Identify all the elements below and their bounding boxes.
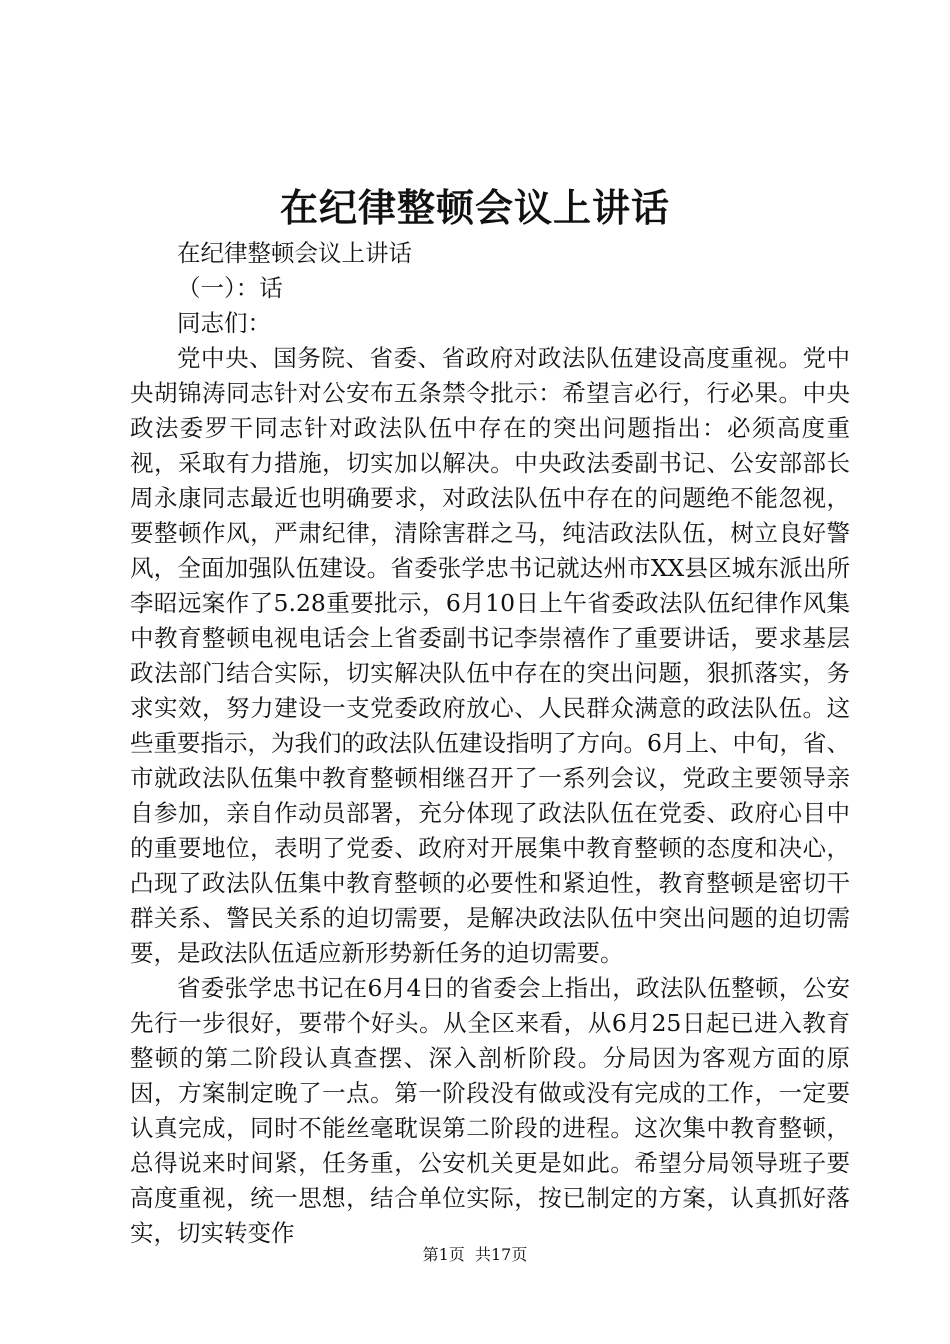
- document-subtitle: 在纪律整顿会议上讲话: [177, 239, 412, 267]
- body-paragraph-1: 党中央、国务院、省委、省政府对政法队伍建设高度重视。党中央胡锦涛同志针对公安布五条禁令批示：希望言必行，行必果。中央政法委罗干同志针对政法队伍中存在的突出问题指出：必须高度重视，采取有力措施，切实加以解决。中央政法委副书记、公安部部长周永康同志最近也明确要求，对政法队伍中存在的问题绝不能忽视，要整顿作风，严肃纪律，清除害群之马，纯洁政法队伍，树立良好警风，全面加强队伍建设。省委张学忠书记就达州市XX县区城东派出所李昭远案作了5.28重要批示，6月10日上午省委政法队伍纪律作风集中教育整顿电视电话会上省委副书记李崇禧作了重要讲话，要求基层政法部门结合实际，切实解决队伍中存在的突出问题，狠抓落实，务求实效，努力建设一支党委政府放心、人民群众满意的政法队伍。这些重要指示，为我们的政法队伍建设指明了方向。6月上、中旬，省、市就政法队伍集中教育整顿相继召开了一系列会议，党政主要领导亲自参加，亲自作动员部署，充分体现了政法队伍在党委、政府心目中的重要地位，表明了党委、政府对开展集中教育整顿的态度和决心，凸现了政法队伍集中教育整顿的必要性和紧迫性，教育整顿是密切干群关系、警民关系的迫切需要，是解决政法队伍中突出问题的迫切需要，是政法队伍适应新形势新任务的迫切需要。: [130, 344, 850, 967]
- page-footer: [0, 1243, 950, 1267]
- salutation: 同志们：: [177, 309, 271, 337]
- page-total: 共17页: [474, 1245, 528, 1264]
- page-number: 第1页: [422, 1245, 465, 1264]
- document-title: 在纪律整顿会议上讲话: [279, 185, 670, 230]
- document-body: [130, 236, 850, 1251]
- body-paragraph-2: 省委张学忠书记在6月4日的省委会上指出，政法队伍整顿，公安先行一步很好，要带个好头。从全区来看，从6月25日起已进入教育整顿的第二阶段认真查摆、深入剖析阶段。分局因为客观方面的原因，方案制定晚了一点。第一阶段没有做或没有完成的工作，一定要认真完成，同时不能丝毫耽误第二阶段的进程。这次集中教育整顿，总得说来时间紧，任务重，公安机关更是如此。希望分局领导班子要高度重视，统一思想，结合单位实际，按已制定的方案，认真抓好落实，切实转变作: [130, 974, 850, 1247]
- section-heading: （一）：话: [177, 274, 283, 302]
